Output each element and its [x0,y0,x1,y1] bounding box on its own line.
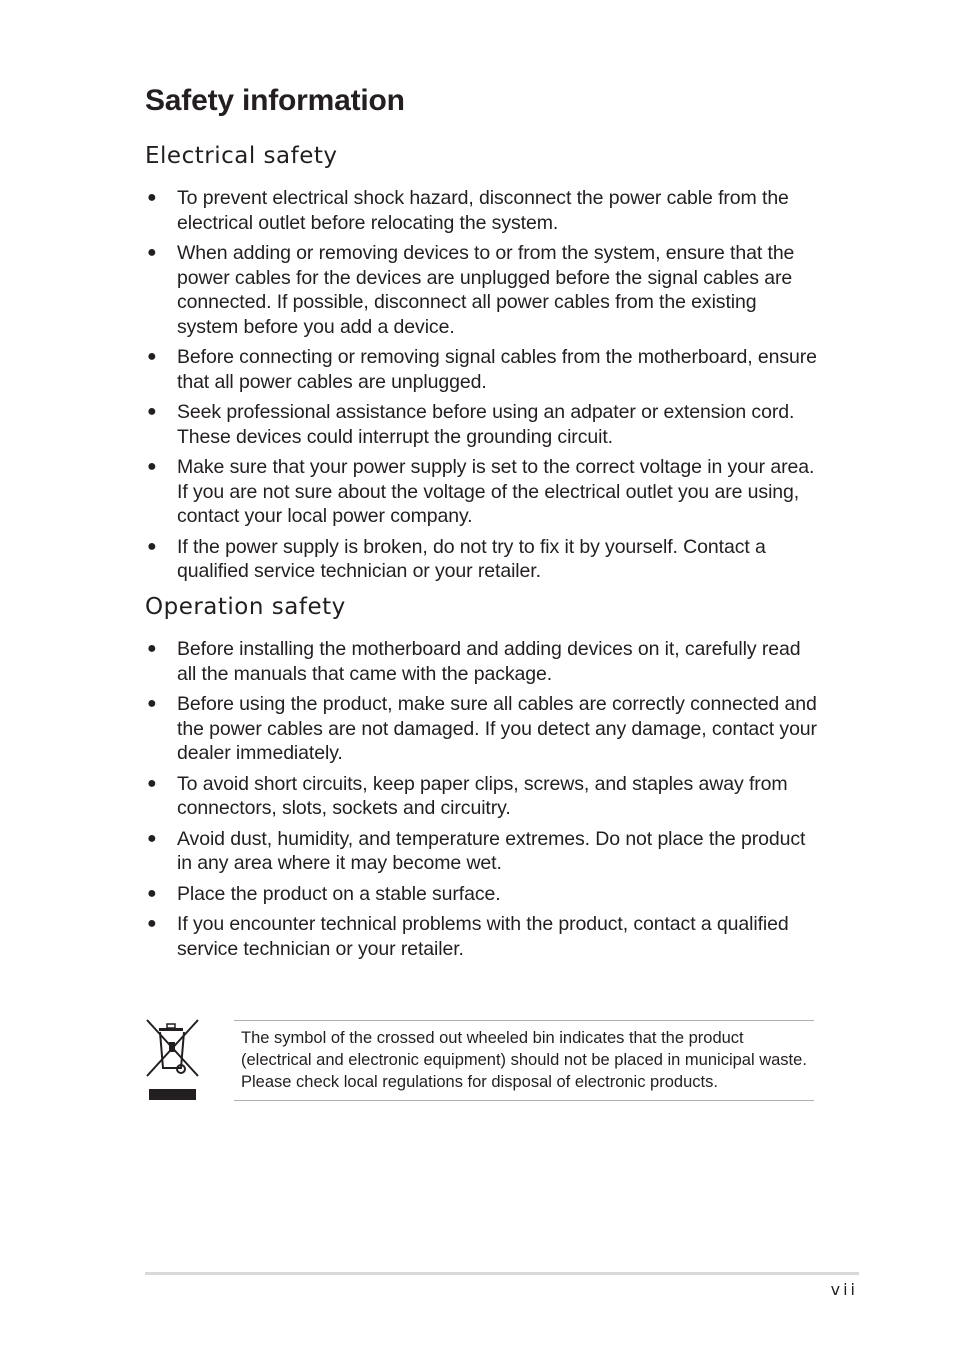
bullet-icon: ● [147,348,157,365]
bullet-icon: ● [147,537,157,555]
list-item: ● Before connecting or removing signal cables from the motherboard, ensure that all power cables are unplugged. [147,346,817,393]
electrical-safety-list [145,186,820,590]
list-item: ● Before installing the motherboard and adding devices on it, carefully read all the manuals that came with the package. [147,638,801,685]
bullet-icon: ● [147,403,157,420]
list-item: ● If you encounter technical problems with the product, contact a qualified service technician or your retailer. [147,913,789,960]
bullet-icon: ● [147,640,157,657]
bullet-icon: ● [147,884,157,902]
list-item: ● To prevent electrical shock hazard, disconnect the power cable from the electrical outlet before relocating the system. [147,187,789,234]
bullet-icon: ● [147,829,157,847]
crossed-out-wheeled-bin-icon [145,1018,200,1102]
page-number: vii [830,1280,858,1299]
bullet-icon: ● [147,458,157,475]
operation-safety-heading: Operation safety [145,594,346,620]
list-item: ● Place the product on a stable surface. [147,882,501,905]
bullet-icon: ● [147,695,157,712]
list-item: ● Avoid dust, humidity, and temperature extremes. Do not place the product in any area where it may become wet. [147,827,806,874]
weee-notice-box [234,1020,814,1101]
footer-divider [145,1272,859,1275]
bullet-icon: ● [147,189,157,206]
bullet-icon: ● [147,774,157,792]
weee-notice-text: The symbol of the crossed out wheeled bin indicates that the product (electrical and electronic equipment) should not be placed in municipal waste. Please check local regulations for disposal of electronic products. [241,1029,807,1091]
list-item: ● To avoid short circuits, keep paper clips, screws, and staples away from connectors, slots, sockets and circuitry. [147,772,788,819]
bullet-icon: ● [147,244,157,261]
list-item: ● Make sure that your power supply is set to the correct voltage in your area. If you are not sure about the voltage of the electrical outlet you are using, contact your local power company. [147,456,815,527]
bullet-icon: ● [147,915,157,932]
list-item: ● Seek professional assistance before using an adpater or extension cord. These devices could interrupt the grounding circuit. [147,401,795,448]
list-item: ● When adding or removing devices to or from the system, ensure that the power cables for the devices are unplugged before the signal cables are connected. If possible, disconnect all power cables from the existing system before you add a device. [147,242,795,338]
electrical-safety-heading: Electrical safety [145,143,338,169]
operation-safety-list [145,637,820,967]
list-item: ● Before using the product, make sure all cables are correctly connected and the power cables are not damaged. If you detect any damage, contact your dealer immediately. [147,693,817,764]
page-title: Safety information [145,84,405,117]
list-item: ● If the power supply is broken, do not try to fix it by yourself. Contact a qualified service technician or your retailer. [147,535,766,582]
